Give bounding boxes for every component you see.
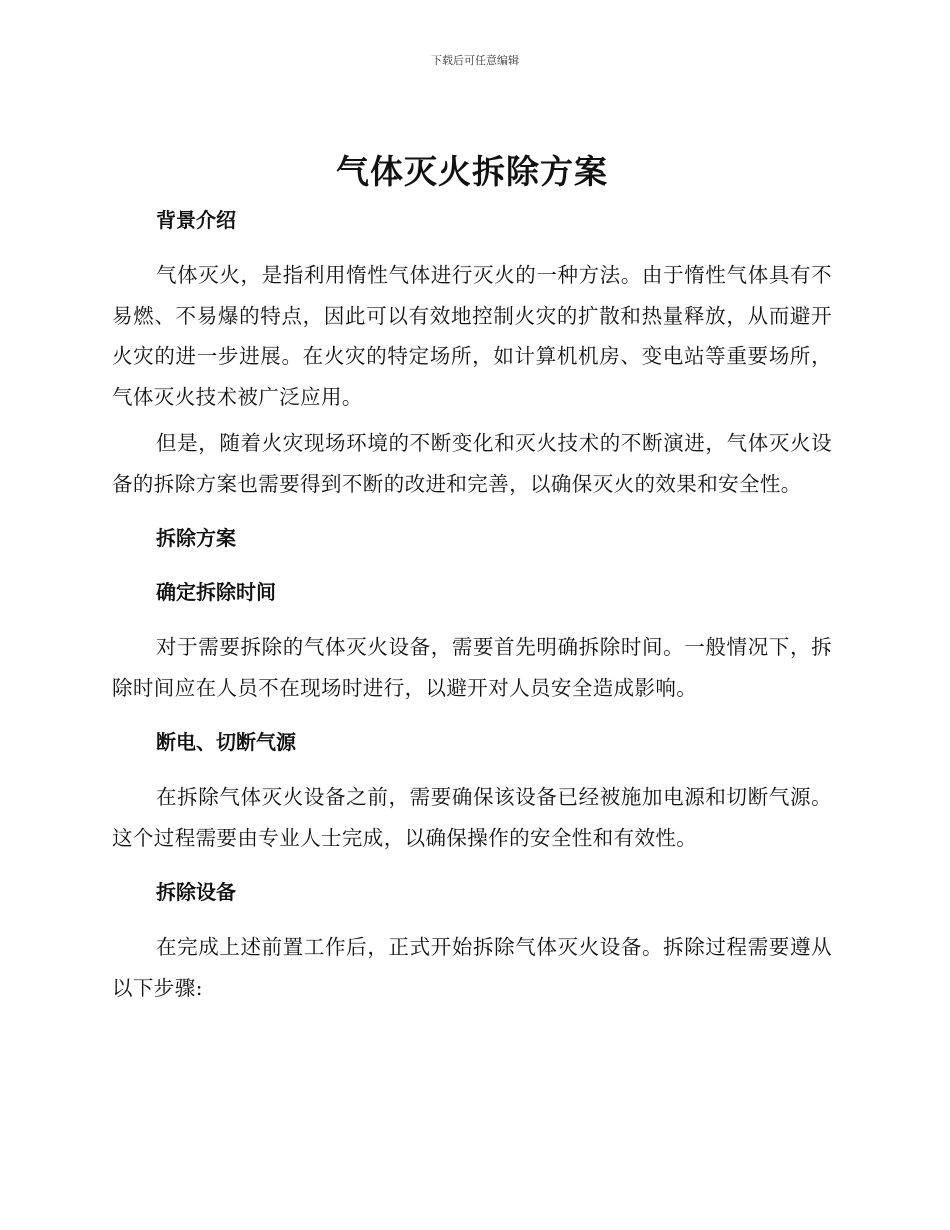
header-note: 下载后可任意编辑: [431, 54, 519, 67]
paragraph-power-gas-cutoff: 在拆除气体灭火设备之前，需要确保该设备已经被施加电源和切断气源。这个过程需要由专业人士完成，以确保操作的安全性和有效性。: [112, 785, 832, 850]
paragraph-background-intro: 气体灭火，是指利用惰性气体进行灭火的一种方法。由于惰性气体具有不易燃、不易爆的特点，因此可以有效地控制火灾的扩散和热量释放，从而避开火灾的进一步进展。在火灾的特定场所，如计算机机房、变电站等重要场所，气体灭火技术被广泛应用。: [112, 263, 832, 409]
paragraph-remove-equipment: 在完成上述前置工作后，正式开始拆除气体灭火设备。拆除过程需要遵从以下步骤:: [112, 935, 832, 1000]
paragraph-removal-time: 对于需要拆除的气体灭火设备，需要首先明确拆除时间。一般情况下，拆除时间应在人员不在现场时进行，以避开对人员安全造成影响。: [112, 635, 832, 700]
section-heading-removal-time: 确定拆除时间: [156, 580, 276, 604]
section-heading-removal-plan: 拆除方案: [156, 526, 236, 550]
paragraph-background-improvement: 但是，随着火灾现场环境的不断变化和灭火技术的不断演进，气体灭火设备的拆除方案也需要得到不断的改进和完善，以确保灭火的效果和安全性。: [112, 431, 832, 496]
document-body: [112, 148, 832, 1008]
section-heading-background: 背景介绍: [156, 208, 236, 232]
section-heading-power-gas-cutoff: 断电、切断气源: [156, 730, 296, 754]
section-heading-remove-equipment: 拆除设备: [156, 880, 236, 904]
document-title: 气体灭火拆除方案: [336, 152, 608, 191]
